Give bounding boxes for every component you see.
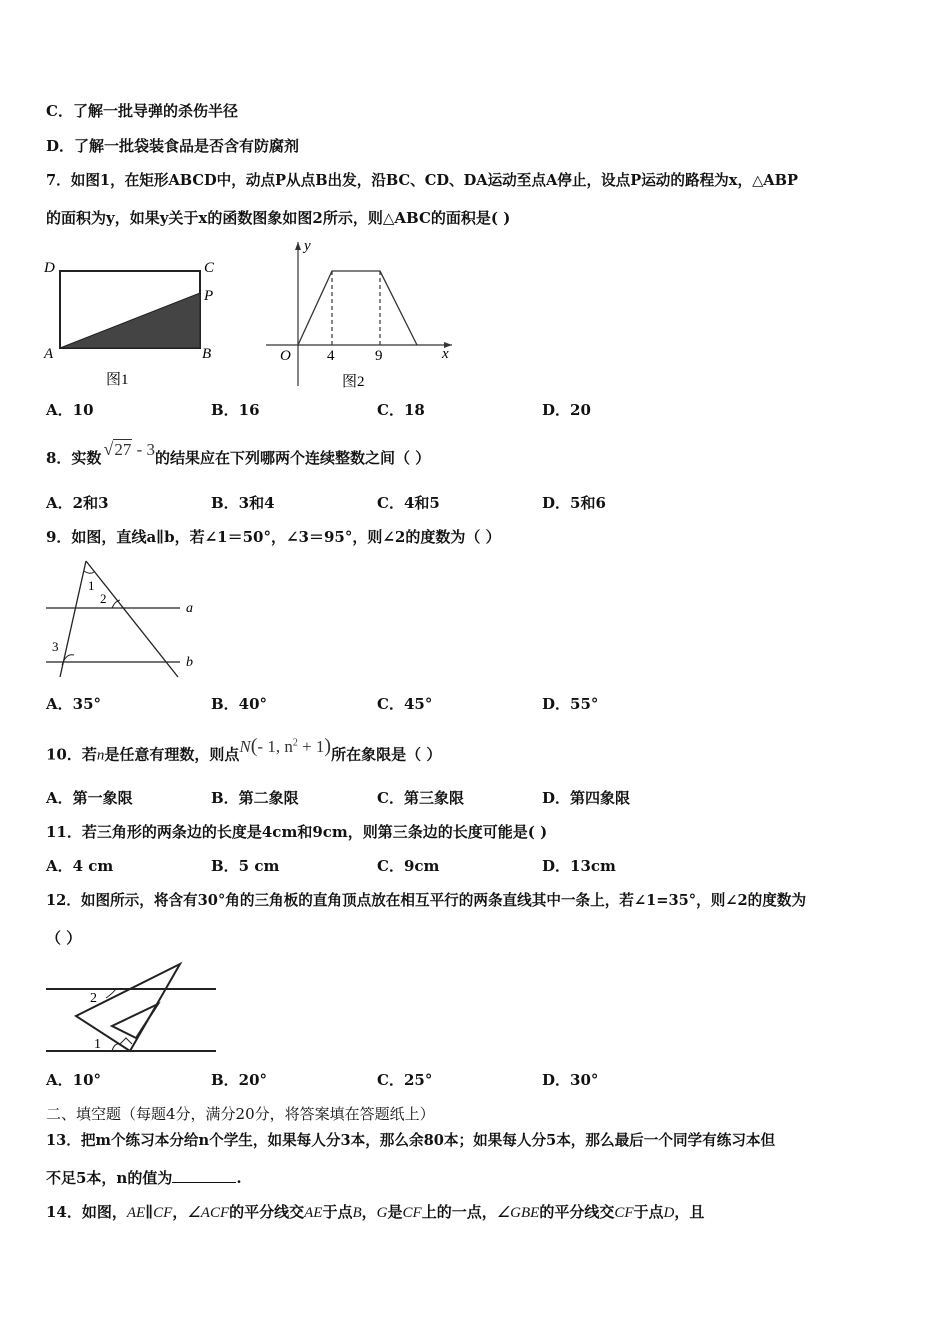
q8-option-c: C．4和5: [377, 494, 440, 512]
q14-part-9: 于点: [633, 1203, 664, 1221]
q14-point-g: G: [376, 1205, 388, 1221]
q11-option-b: B．5 cm: [211, 857, 280, 875]
label-c: C: [204, 260, 215, 276]
q9-option-c: C．45°: [377, 695, 433, 713]
q10-point-expression: [239, 734, 332, 757]
line-label-b: b: [186, 655, 193, 670]
angle-label-2: 2: [90, 991, 97, 1006]
label-d: D: [44, 260, 55, 276]
q9-option-d: D．55°: [542, 695, 599, 713]
q10-point-n: N: [239, 736, 251, 756]
q10-exponent: 2: [292, 737, 298, 748]
q12-text-line1: 12．如图所示，将含有30°角的三角板的直角顶点放在相互平行的两条直线其中一条上，若∠1=35°，则∠2的度数为: [46, 892, 807, 909]
transversal-right: [86, 561, 178, 677]
label-b: B: [202, 346, 212, 362]
open-paren-icon: (: [250, 734, 258, 757]
angle-2-arc: [112, 600, 120, 608]
q14-part-10: ，且: [674, 1203, 705, 1221]
label-a: A: [44, 346, 54, 362]
angle-1-arc: [112, 1044, 118, 1051]
line-label-a: a: [186, 601, 193, 616]
q14-text: [46, 1202, 704, 1223]
q14-parallel: ∥: [145, 1203, 154, 1221]
q14-part-4: 于点: [322, 1203, 353, 1221]
q14-part-1: 14．如图，: [46, 1203, 127, 1221]
q10-coordinates: - 1, n: [257, 736, 293, 756]
q10-plus-one: + 1: [297, 736, 325, 756]
section-2-title: 二、填空题（每题4分，满分20分，将答案填在答题纸上）: [46, 1105, 435, 1123]
q7-option-d: D．20: [542, 401, 591, 419]
q14-cf-3: CF: [614, 1205, 634, 1221]
set-square-outer: [76, 964, 180, 1051]
q14-angle-acf: ∠ACF: [187, 1205, 230, 1221]
q14-part-5: ，: [361, 1203, 377, 1221]
close-paren-icon: ): [324, 734, 332, 757]
label-p: P: [204, 288, 214, 304]
q8-suffix: 的结果应在下列哪两个连续整数之间（ ）: [155, 449, 431, 467]
q7-text-line1: 7．如图1，在矩形ABCD中，动点P从点B出发，沿BC、CD、DA运动至点A停止，设点P运动的路程为x，△ABP: [46, 172, 798, 189]
q8-expression: [101, 439, 155, 460]
angle-label-1: 1: [94, 1037, 101, 1052]
angle-label-3: 3: [52, 639, 59, 654]
q14-angle-gbe: ∠GBE: [496, 1205, 540, 1221]
q6-option-d: D．了解一批袋装食品是否含有防腐剂: [46, 137, 300, 155]
q8-minus-three: - 3: [136, 440, 155, 459]
q10-option-b: B．第二象限: [211, 789, 299, 807]
q12-option-a: A．10°: [46, 1071, 102, 1089]
q8-prefix: 8．实数: [46, 449, 102, 467]
q12-option-b: B．20°: [211, 1071, 268, 1089]
q10-option-a: A．第一象限: [46, 789, 133, 807]
origin-label: O: [280, 348, 291, 364]
axis-label-x: x: [442, 346, 449, 362]
q12-text-line2: （ ）: [46, 929, 82, 947]
q10-option-c: C．第三象限: [377, 789, 464, 807]
q7-option-c: C．18: [377, 401, 425, 419]
q10-var-n: n: [96, 747, 105, 764]
q11-option-a: A．4 cm: [46, 857, 114, 875]
angle-3-arc: [62, 655, 74, 665]
figure-1-caption: 图1: [106, 372, 129, 388]
q10-option-d: D．第四象限: [542, 789, 631, 807]
q11-option-d: D．13cm: [542, 857, 616, 875]
q14-ae-1: AE: [126, 1205, 146, 1221]
q7-figure-2: [260, 236, 460, 392]
sqrt-icon: √: [103, 439, 114, 459]
q9-figure: [40, 555, 210, 685]
y-axis-arrow: [295, 242, 301, 250]
q11-text: 11．若三角形的两条边的长度是4cm和9cm，则第三条边的长度可能是( ): [46, 823, 548, 841]
q8-text: [46, 439, 431, 468]
q14-cf-2: CF: [402, 1205, 422, 1221]
q14-point-d: D: [663, 1205, 675, 1221]
q7-text-line2: 的面积为y，如果y关于x的函数图象如图2所示，则△ABC的面积是( ): [46, 209, 511, 227]
q12-option-d: D．30°: [542, 1071, 599, 1089]
q14-point-b: B: [352, 1205, 362, 1221]
tick-label-4: 4: [327, 348, 335, 364]
angle-label-1: 1: [88, 578, 95, 593]
q8-option-d: D．5和6: [542, 494, 606, 512]
figure-2-caption: 图2: [342, 374, 365, 390]
q10-prefix: 10．若: [46, 745, 97, 764]
axis-label-y: y: [304, 238, 311, 254]
q7-option-a: A．10: [46, 401, 94, 419]
q9-option-a: A．35°: [46, 695, 102, 713]
angle-1-arc: [84, 571, 94, 573]
q12-figure: [40, 958, 222, 1058]
q14-part-3: 的平分线交: [229, 1203, 305, 1221]
q10-text: [46, 734, 442, 766]
q8-option-a: A．2和3: [46, 494, 109, 512]
q13-line2-prefix: 不足5本，n的值为: [46, 1169, 173, 1187]
angle-label-2: 2: [100, 591, 107, 606]
q13-text-line1: 13．把m个练习本分给n个学生，如果每人分3本，那么余80本；如果每人分5本，那么最后一个同学有练习本但: [46, 1132, 776, 1149]
q14-part-8: 的平分线交: [539, 1203, 615, 1221]
q10-mid: 是任意有理数，则点: [104, 745, 240, 764]
shaded-triangle-abp: [60, 293, 200, 348]
q11-option-c: C．9cm: [377, 857, 440, 875]
q8-option-b: B．3和4: [211, 494, 275, 512]
q7-option-b: B．16: [211, 401, 260, 419]
q14-cf-1: CF: [153, 1205, 173, 1221]
q10-suffix: 所在象限是（ ）: [331, 745, 442, 764]
q7-figure-1: [40, 250, 230, 390]
q14-part-2: ，: [172, 1203, 188, 1221]
tick-label-9: 9: [375, 348, 383, 364]
q13-text-line2: [46, 1168, 242, 1188]
q9-option-b: B．40°: [211, 695, 268, 713]
q8-radicand: 27: [114, 440, 132, 459]
q6-option-c: C．了解一批导弹的杀伤半径: [46, 102, 238, 120]
q14-part-6: 是: [387, 1203, 403, 1221]
q13-line2-suffix: .: [236, 1169, 242, 1187]
right-angle-mark: [120, 1038, 132, 1044]
set-square-inner: [112, 1004, 158, 1038]
q14-part-7: 上的一点，: [421, 1203, 497, 1221]
q12-option-c: C．25°: [377, 1071, 433, 1089]
function-graph: [298, 271, 417, 345]
answer-blank[interactable]: [172, 1168, 236, 1183]
q9-text: 9．如图，直线a∥b，若∠1＝50°，∠3＝95°，则∠2的度数为（ ）: [46, 528, 501, 546]
q14-ae-2: AE: [304, 1205, 323, 1221]
